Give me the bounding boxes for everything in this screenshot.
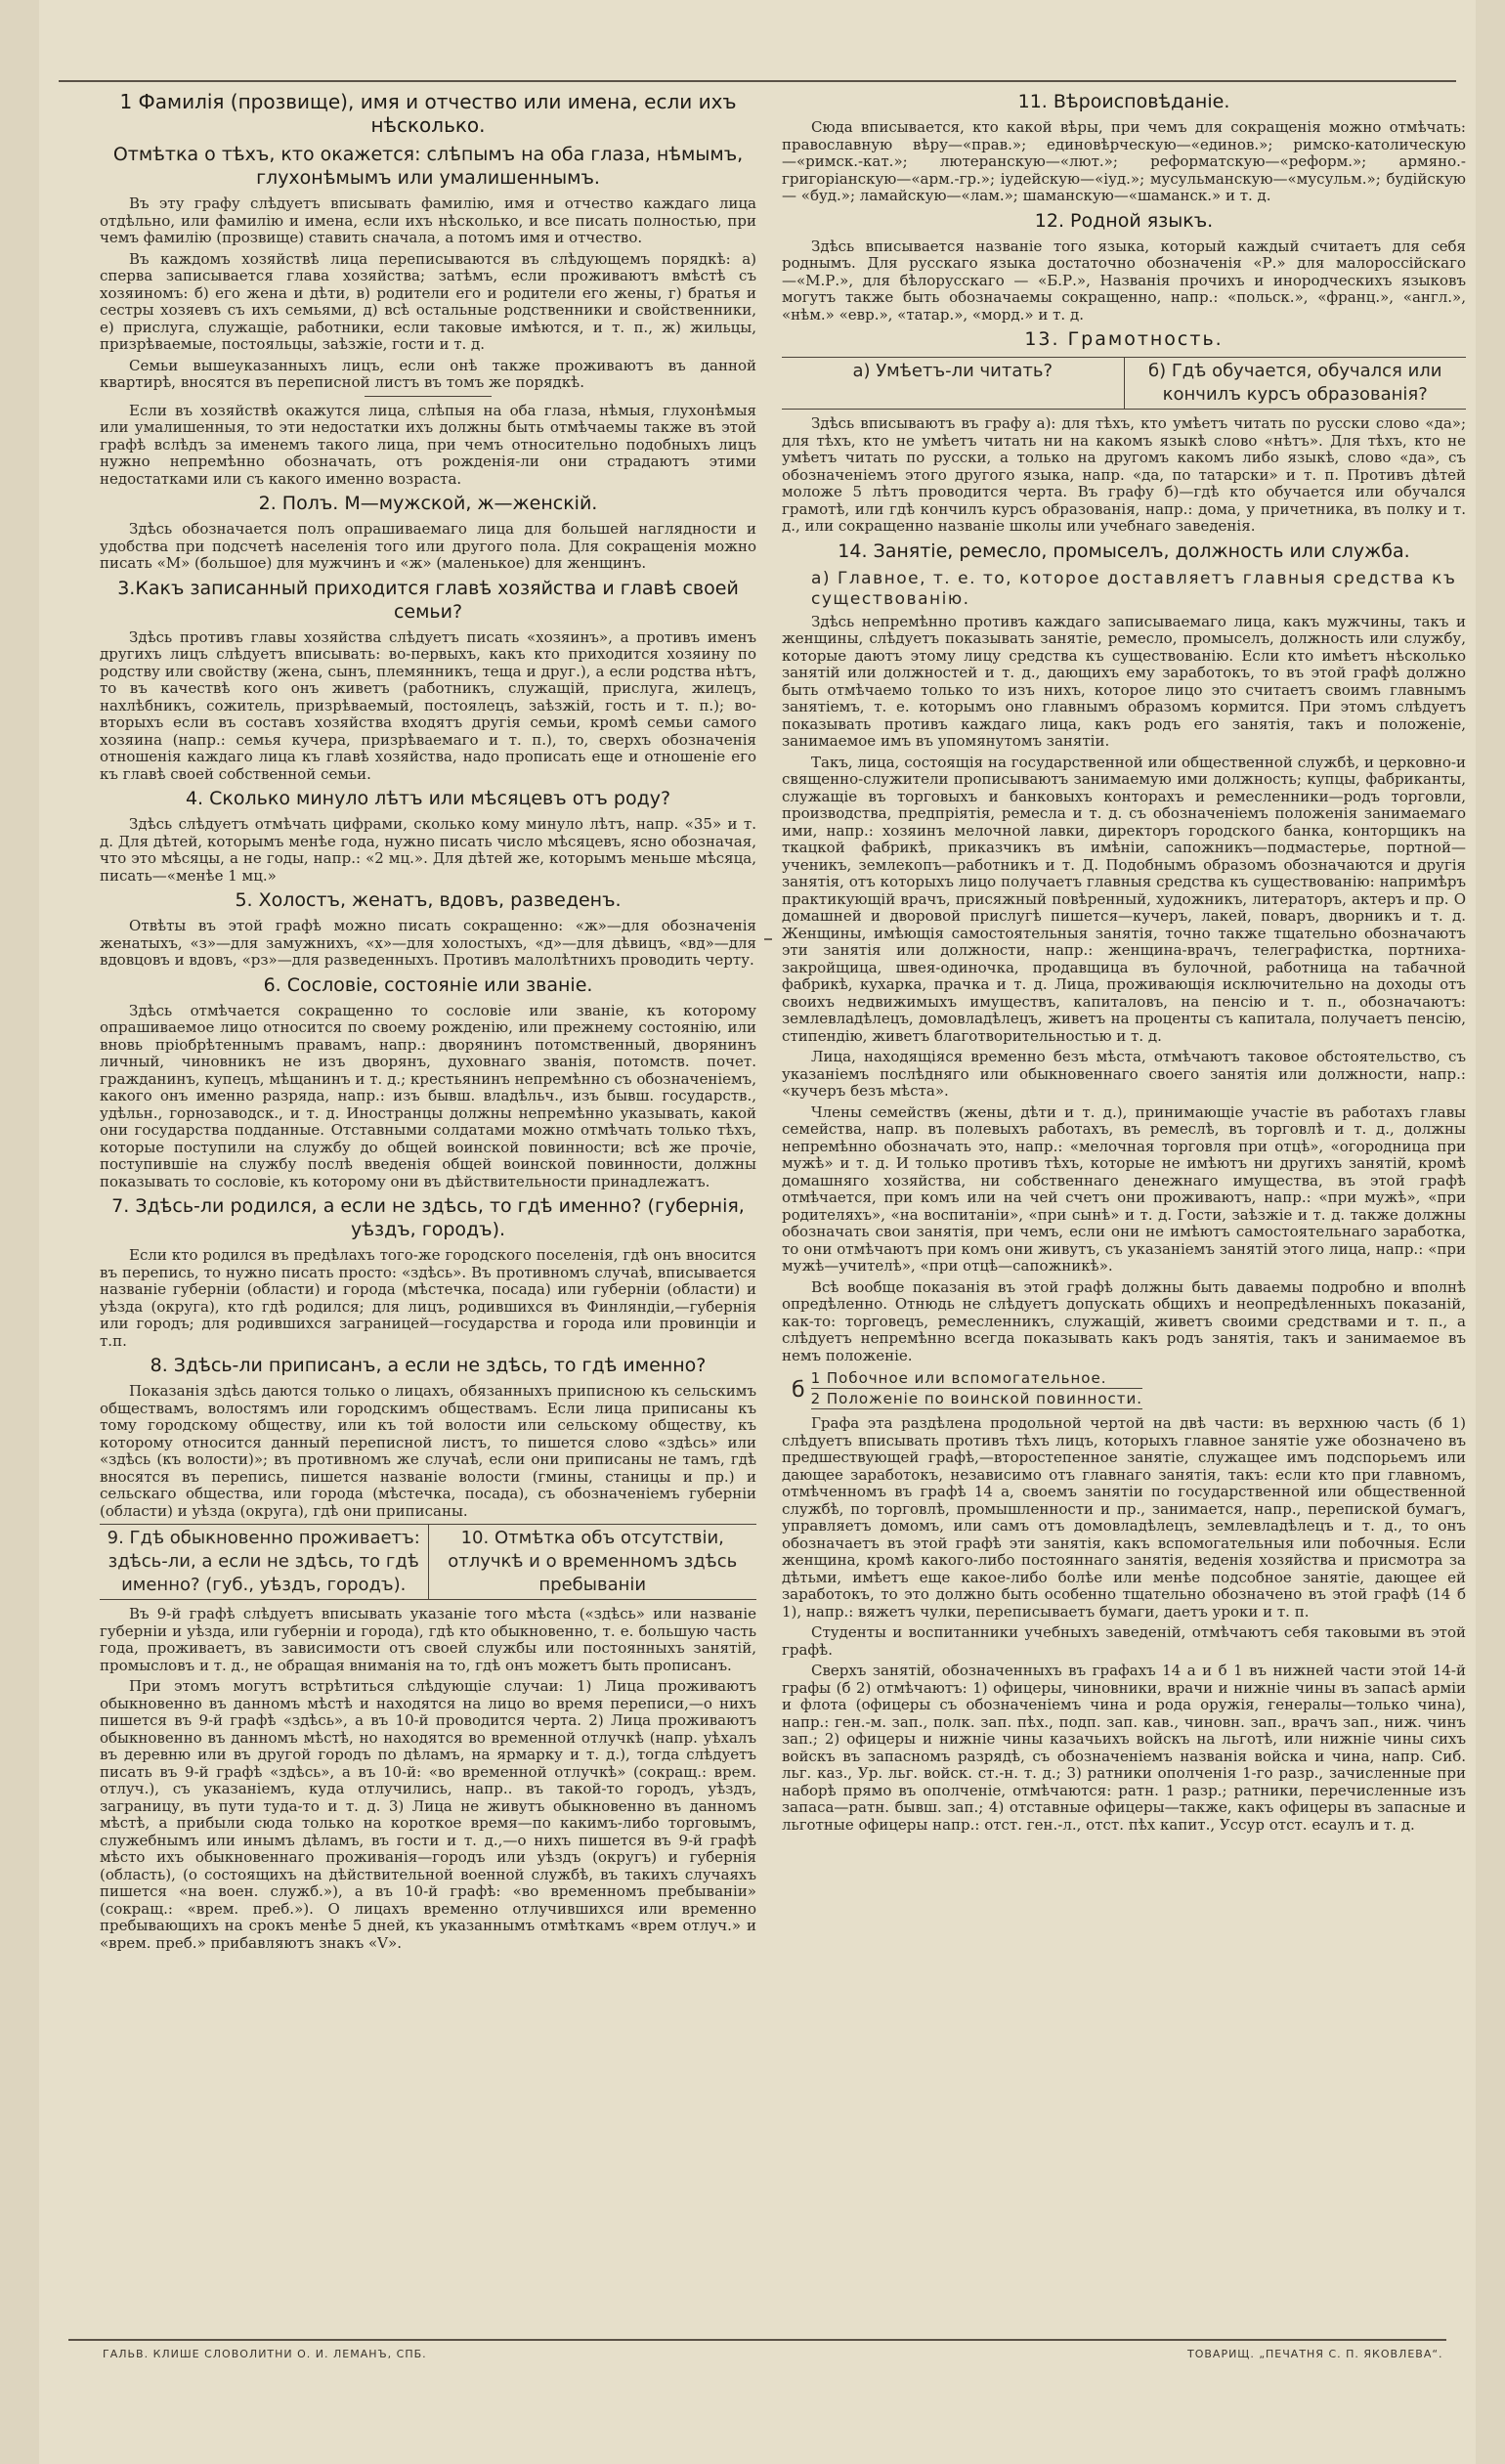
text-14-2: Такъ, лица, состоящія на государственной или общественной службѣ, и церковно-и священно-служители прописываютъ занимаемую ими должность; купцы, фабриканты, служащіе въ торговыхъ и банковыхъ конторахъ и ремесленники—родъ торговли, производства, предпріятія, ремесла и т. д. съ обозначеніемъ положенія занимаемаго ими, напр.: хозяинъ мелочной лавки, директоръ городского банка, конторщикъ на ткацкой фабрикѣ, приказчикъ въ имѣніи, сапожникъ—подмастерье, портной—ученикъ, землекопъ—работникъ и т. Д. Подобнымъ образомъ обозначаются и другія занятія, отъ которыхъ лицо получаетъ главныя средства къ существованію: напримѣръ практикующій врачъ, присяжный повѣренный, художникъ, литераторъ, актеръ и пр. О домашней и дворовой прислугѣ пишется—кучеръ, лакей, поваръ, дворникъ и т. д. Женщины, имѣющія самостоятельныя занятія, точно также тщательно обозначаютъ эти занятія или должности, напр.: женщина-врачъ, телеграфистка, портниха-закройщица, швея-одиночка, продавщица въ булочной, работница на табачной фабрикѣ, кухарка, прачка и т. д. Лица, проживающія исключительно на доходы отъ своихъ недвижимыхъ имуществъ, капиталовъ, на пенсію и т. п., обозначаютъ: землевладѣлецъ, домовладѣлецъ, живетъ на проценты съ капитала, получаетъ пенсію, стипендію, живетъ благотворительностью и т. д.	[782, 753, 1466, 1045]
text-14b-1: Графа эта раздѣлена продольной чертой на двѣ части: въ верхнюю часть (б 1) слѣдуетъ вписывать противъ тѣхъ лицъ, которыхъ главное занятіе уже обозначено въ предшествующей графѣ,—второстепенное занятіе, служащее имъ подспорьемъ или дающее заработокъ, независимо отъ главнаго занятія, такъ: если кто при главномъ, отмѣченномъ въ графѣ 14 а, своемъ занятіи по государственной или общественной службѣ, по торговлѣ, промышленности и пр., занимается, напр., перепиской бумагъ, управляетъ домомъ, или самъ отъ домовладѣлецъ, землевладѣлецъ и т. д., то онъ обозначаетъ въ этой графѣ эти занятія, какъ вспомогательныя или побочныя. Если женщина, кромѣ какого-либо постояннаго занятія, веденія хозяйства и присмотра за дѣтьми, имѣетъ еще какое-либо болѣе или менѣе подсобное занятіе, дающее ей заработокъ, то это должно быть особенно тщательно обозначено въ этой графѣ (14 б 1), напр.: вяжетъ чулки, переписываетъ бумаги, даетъ уроки и т. п.	[782, 1414, 1466, 1621]
heading-1b: Отмѣтка о тѣхъ, кто окажется: слѣпымъ на оба глаза, нѣмымъ, глухонѣмымъ или умалишеннымъ.	[112, 144, 744, 189]
text-14b-2: Студенты и воспитанники учебныхъ заведеній, отмѣчаютъ себя таковыми въ этой графѣ.	[782, 1623, 1466, 1659]
text-14-1: Здѣсь непремѣнно противъ каждаго записываемаго лица, какъ мужчины, такъ и женщины, слѣдуетъ показывать занятіе, ремесло, промыселъ, должность или службу, которые даютъ этому лицу средства къ существованію. Если кто имѣетъ нѣсколько занятій или должностей и т. д., дающихъ ему заработокъ, то въ этой графѣ должно быть отмѣчаемо только то изъ нихъ, которое лицо это считаетъ своимъ главнымъ занятіемъ, т. е. которымъ оно главнымъ образомъ кормится. При этомъ слѣдуетъ показывать противъ каждаго лица, какъ родъ его занятія, такъ и положеніе, занимаемое имъ въ упомянутомъ занятіи.	[782, 612, 1466, 750]
heading-13b: б) Гдѣ обучается, обучался или кончилъ курсъ образованія?	[1124, 358, 1467, 409]
text-8: Показанія здѣсь даются только о лицахъ, обязанныхъ приписною къ сельскимъ обществамъ, волостямъ или городскимъ обществамъ. Если лица приписаны къ тому городскому обществу, или къ той волости или сельскому обществу, къ которому относится данный переписной листъ, то пишется слово «здѣсь» или «здѣсь (къ волости)»; въ противномъ же случаѣ, если они приписаны не тамъ, гдѣ вносятся въ перепись, пишется названіе волости (гмины, станицы и пр.) и сельскаго общества, или города (мѣстечка, посада), съ обозначеніемъ губерніи (области) и уѣзда (округа), гдѣ они приписаны.	[100, 1382, 756, 1520]
text-14-4: Члены семействъ (жены, дѣти и т. д.), принимающіе участіе въ работахъ главы семейства, напр. въ полевыхъ работахъ, въ ремеслѣ, въ торговлѣ и т. д., должны непремѣнно обозначать это, напр.: «мелочная торговля при отцѣ», «огородница при мужѣ» и т. д. И только противъ тѣхъ, которые не имѣютъ ни другихъ занятій, кромѣ домашняго хозяйства, ни собственнаго денежнаго имущества, въ этой графѣ отмѣчается, при комъ или на чей счетъ они проживаютъ, напр.: «при мужѣ», «при родителяхъ», «на воспитаніи», «при сынѣ» и т. д. Гости, заѣзжіе и т. д. также должны обозначать свои занятія, при чемъ, если они не имѣютъ самостоятельнаго заработка, то они отмѣчаютъ при комъ они живутъ, съ указаніемъ занятій этого лица, напр.: «при мужѣ—учителѣ», «при отцѣ—сапожникѣ».	[782, 1102, 1466, 1275]
text-3: Здѣсь противъ главы хозяйства слѣдуетъ писать «хозяинъ», а противъ именъ другихъ лицъ слѣдуетъ вписывать: во-первыхъ, какъ кто приходится хозяину по родству или свойству (жена, сынъ, племянникъ, теща и друг.), а если родства нѣтъ, то въ качествѣ кого онъ живетъ (работникъ, служащій, прислуга, жилецъ, нахлѣбникъ, сожитель, призрѣваемый, постоялецъ, заѣзжій, гость и т. п.); во-вторыхъ если въ составъ хозяйства входятъ другія семьи, кромѣ семьи самого хозяина (напр.: семья кучера, призрѣваемаго и т. п.), то, сверхъ обозначенія отношенія каждаго лица къ главѣ хозяйства, надо прописать еще и отношеніе его къ главѣ своей собственной семьи.	[100, 627, 756, 783]
right-column	[782, 86, 1466, 1837]
text-1-2: Въ каждомъ хозяйствѣ лица переписываются въ слѣдующемъ порядкѣ: а) сперва записывается глава хозяйства; затѣмъ, если проживаютъ вмѣстѣ съ хозяиномъ: б) его жена и дѣти, в) родители его и родители его жены, г) братья и сестры хозяевъ съ ихъ семьями, д) всѣ остальные родственники и свойственники, е) прислуга, служащіе, работники, если таковые имѣются, и т. п., ж) жильцы, призрѣваемые, постояльцы, заѣзжіе, гости и т. д.	[100, 249, 756, 353]
text-2: Здѣсь обозначается полъ опрашиваемаго лица для большей наглядности и удобства при подсчетѣ населенія того или другого пола. Для сокращенія можно писать «М» (большое) для мужчинъ и «ж» (маленькое) для женщинъ.	[100, 520, 756, 572]
left-column	[100, 86, 756, 1956]
heading-14a: а) Главное, т. е. то, которое доставляетъ главныя средства къ существованію.	[811, 568, 1457, 609]
printer-credit-left: ГАЛЬВ. КЛИШЕ СЛОВОЛИТНИ О. И. ЛЕМАНЪ, СПБ.	[103, 2348, 427, 2360]
text-1-4: Если въ хозяйствѣ окажутся лица, слѣпыя на оба глаза, нѣмыя, глухонѣмыя или умалишенныя, то эти недостатки ихъ должны быть отмѣчаемы также въ этой графѣ вслѣдъ за именемъ такого лица, при чемъ относительно подобныхъ лицъ нужно непремѣнно обозначать, отъ рожденія-ли они страдаютъ этими недостатками или съ какого именно возраста.	[100, 401, 756, 488]
heading-10: 10. Отмѣтка объ отсутствіи, отлучкѣ и о временномъ здѣсь пребываніи	[428, 1525, 757, 1599]
text-1-1: Въ эту графу слѣдуетъ вписывать фамилію, имя и отчество каждаго лица отдѣльно, или фамилію и имена, если ихъ нѣсколько, и все писать полностью, при чемъ фамилію (прозвище) ставить сначала, а потомъ имя и отчество.	[100, 195, 756, 246]
text-14b-3: Сверхъ занятій, обозначенныхъ въ графахъ 14 а и б 1 въ нижней части этой 14-й графы (б 2) отмѣчаютъ: 1) офицеры, чиновники, врачи и нижніе чины въ запасѣ арміи и флота (офицеры съ обозначеніемъ чина и рода оружія, генералы—только чина), напр.: ген.-м. зап., полк. зап. пѣх., подп. зап. кав., чиновн. зап., врачъ зап., ниж. чинъ зап.; 2) офицеры и нижніе чины казачьихъ войскъ на льготѣ, или нижніе чины сихъ войскъ въ запасномъ разрядѣ, съ обозначеніемъ названія войска и чина, напр. Сиб. льг. каз., Ур. льг. войск. ст.-н. т. д.; 3) ратники ополченія 1-го разр., зачисленные при наборѣ прямо въ ополченіе, отмѣчаются: ратн. 1 разр.; ратники, перечисленные изъ запаса—ратн. бывш. зап.; 4) отставные офицеры—также, какъ офицеры въ запасные и льготные офицеры напр.: отст. ген.-л., отст. пѣх капит., Уссур отст. есаулъ и т. д.	[782, 1662, 1466, 1834]
heading-7: 7. Здѣсь-ли родился, а если не здѣсь, то гдѣ именно? (губернія, уѣздъ, городъ).	[111, 1195, 745, 1240]
printer-credit-right: ТОВАРИЩ. „ПЕЧАТНЯ С. П. ЯКОВЛЕВА“.	[1187, 2348, 1443, 2360]
heading-3: 3.Какъ записанный приходится главѣ хозяйства и главѣ своей семьи?	[117, 577, 739, 623]
heading-14b2: 2 Положеніе по воинской повинности.	[810, 1390, 1143, 1407]
heading-5: 5. Холостъ, женатъ, вдовъ, разведенъ.	[235, 889, 622, 911]
bottom-rule	[68, 2339, 1446, 2341]
heading-9-10	[100, 1524, 756, 1600]
heading-6: 6. Сословіе, состояніе или званіе.	[263, 973, 593, 996]
text-11: Сюда вписывается, кто какой вѣры, при чемъ для сокращенія можно отмѣчать: православную вѣру—«прав.»; единовѣрческую—«единов.»; римско-католическую—«римск.-кат.»; лютеранскую—«лют.»; реформатскую—«реформ.»; армяно.-григоріанскую—«арм.-гр.»; іудейскую—«іуд.»; мусульманскую—«мусульм.»; будійскую — «буд.»; ламайскую—«лам.»; шаманскую—«шаманск.» и т. д.	[782, 118, 1466, 204]
heading-14b-lines	[811, 1368, 1142, 1409]
heading-14: 14. Занятіе, ремесло, промыселъ, должность или служба.	[838, 540, 1410, 562]
column-mark	[764, 938, 772, 940]
text-13: Здѣсь вписываютъ въ графу а): для тѣхъ, кто умѣетъ читать по русски слово «да»; для тѣхъ, кто не умѣетъ читать ни на какомъ языкѣ слово «нѣтъ». Для тѣхъ, кто не умѣетъ читать по русски, а только на другомъ какомъ либо языкѣ, слово «да», съ обозначеніемъ этого другого языка, напр. «да, по татарски» и т. п. Противъ дѣтей моложе 5 лѣтъ проводится черта. Въ графу б)—гдѣ кто обучается или обучался грамотѣ, или гдѣ кончилъ курсъ образованія, напр.: дома, у причетника, въ полку и т. д., или сокращенно названіе школы или учебнаго заведенія.	[782, 414, 1466, 535]
heading-13-split	[782, 357, 1466, 410]
heading-2: 2. Полъ. М—мужской, ж—женскій.	[258, 493, 598, 514]
text-12: Здѣсь вписывается названіе того языка, который каждый считаетъ для себя роднымъ. Для русскаго языка достаточно обозначенія «Р.» для малороссійскаго—«М.Р.», для бѣлорусскаго — «Б.Р.», Названія прочихъ и инородческихъ языковъ могутъ также быть обозначаемы сокращенно, напр.: «польск.», «франц.», «англ.», «нѣм.» «евр.», «татар.», «морд.» и т. д.	[782, 237, 1466, 324]
heading-1: 1 Фамилія (прозвище), имя и отчество или имена, если ихъ нѣсколько.	[119, 90, 737, 137]
heading-13a: а) Умѣетъ-ли читать?	[852, 361, 1054, 381]
heading-13: 13. Грамотность.	[1024, 328, 1224, 350]
text-9-2: При этомъ могутъ встрѣтиться слѣдующіе случаи: 1) Лица проживаютъ обыкновенно въ данномъ мѣстѣ и находятся на лицо во время переписи,—о нихъ пишется въ 9-й графѣ «здѣсь», а въ 10-й проводится черта. 2) Лица проживаютъ обыкновенно въ данномъ мѣстѣ, но находятся во временной отлучкѣ (напр. уѣхалъ въ деревню или въ другой городъ по дѣламъ, на ярмарку и т. д.), тогда слѣдуетъ писать въ 9-й графѣ «здѣсь», а въ 10-й: «во временной отлучкѣ» (сокращ.: врем. отлуч.), съ указаніемъ, куда отлучились, напр.. въ такой-то городъ, уѣздъ, заграницу, въ пути туда-то и т. д. 3) Лица не живутъ обыкновенно въ данномъ мѣстѣ, а прибыли сюда только на короткое время—по какимъ-либо торговымъ, служебнымъ или инымъ дѣламъ, въ гости и т. д.,—о нихъ пишется въ 9-й графѣ мѣсто ихъ обыкновеннаго проживанія—городъ или уѣздъ (округъ) и губернія (область), (о состоящихъ на дѣйствительной военной службѣ, въ такихъ случаяхъ пишется «на воен. служб.»), а въ 10-й графѣ: «во временномъ пребываніи» (сокращ.: «врем. преб.»). О лицахъ временно отлучившихся или временно пребывающихъ на срокъ менѣе 5 дней, къ указаннымъ отмѣткамъ «врем отлуч.» и «врем. преб.» прибавляютъ знакъ «V».	[100, 1677, 756, 1952]
text-9-1: Въ 9-й графѣ слѣдуетъ вписывать указаніе того мѣста («здѣсь» или названіе губерніи и уѣзда, или губерніи и города), гдѣ кто обыкновенно, т. е. большую часть года, проживаетъ, въ зависимости отъ своей службы или постоянныхъ занятій, промысловъ и т. д., не обращая вниманія на то, гдѣ онъ можетъ быть прописанъ.	[100, 1605, 756, 1674]
heading-8: 8. Здѣсь-ли приписанъ, а если не здѣсь, то гдѣ именно?	[150, 1355, 707, 1376]
text-4: Здѣсь слѣдуетъ отмѣчать цифрами, сколько кому минуло лѣтъ, напр. «35» и т. д. Для дѣтей, которымъ менѣе года, нужно писать число мѣсяцевъ, ясно обозначая, что это мѣсяцы, а не годы, напр.: «2 мц.». Для дѣтей же, которымъ меньше мѣсяца, писать—«менѣе 1 мц.»	[100, 815, 756, 885]
separator	[365, 396, 492, 397]
text-6: Здѣсь отмѣчается сокращенно то сословіе или званіе, къ которому опрашиваемое лицо относится по своему рожденію, или прежнему состоянію, или вновь пріобрѣтеннымъ правамъ, напр.: дворянинъ потомственный, дворянинъ личный, чиновникъ не изъ дворянъ, духовнаго званія, потомств. почет. гражданинъ, купецъ, мѣщанинъ и т. д.; крестьянинъ непремѣнно съ обозначеніемъ, какого онъ именно разряда, напр.: изъ бывш. владѣльч., изъ бывш. государств., удѣльн., горнозаводск., и т. д. Иностранцы должны непремѣнно указывать, какой они государства подданные. Отставными солдатами можно отмѣчать только тѣхъ, которые поступили на службу до общей воинской повинности; всѣ же прочіе, поступившіе на службу послѣ введенія общей воинской повинности, должны показывать то сословіе, къ которому они въ дѣйствительности принадлежатъ.	[100, 1001, 756, 1190]
heading-11: 11. Вѣроисповѣданіе.	[1017, 91, 1230, 112]
text-14-5: Всѣ вообще показанія въ этой графѣ должны быть даваемы подробно и вполнѣ опредѣленно. Отнюдь не слѣдуетъ допускать общихъ и неопредѣленныхъ показаній, как-то: торговецъ, ремесленникъ, служащій, живетъ своими средствами и т. п., а слѣдуетъ непремѣнно всегда показывать какъ родъ занятія, такъ и занимаемое въ немъ положеніе.	[782, 1277, 1466, 1364]
heading-14b-box	[782, 1368, 1466, 1409]
top-rule	[59, 80, 1456, 82]
text-5: Отвѣты въ этой графѣ можно писать сокращенно: «ж»—для обозначенія женатыхъ, «з»—для замужнихъ, «х»—для холостыхъ, «д»—для дѣвицъ, «вд»—для вдовцовъ и вдовъ, «рз»—для разведенныхъ. Противъ малолѣтнихъ проводить черту.	[100, 917, 756, 969]
heading-14b1: 1 Побочное или вспомогательное.	[811, 1368, 1142, 1389]
heading-9: 9. Гдѣ обыкновенно проживаетъ: здѣсь-ли, а если не здѣсь, то гдѣ именно? (губ., уѣздъ, городъ).	[107, 1528, 420, 1595]
text-7: Если кто родился въ предѣлахъ того-же городского поселенія, гдѣ онъ вносится въ перепись, то нужно писать просто: «здѣсь». Въ противномъ случаѣ, вписывается названіе губерніи (области) и города (мѣстечка, посада) или губерніи (области) и уѣзда (округа), кто гдѣ родился; для лицъ, родившихся въ Финляндіи,—губернія или городъ; для родившихся заграницей—государства и города или провинціи и т.п.	[100, 1246, 756, 1350]
heading-14b-letter: б	[792, 1378, 805, 1403]
text-1-3: Семьи вышеуказанныхъ лицъ, если онѣ также проживаютъ въ данной квартирѣ, вносятся въ переписной листъ въ томъ же порядкѣ.	[100, 356, 756, 391]
heading-4: 4. Сколько минуло лѣтъ или мѣсяцевъ отъ роду?	[185, 788, 671, 809]
text-14-3: Лица, находящіяся временно безъ мѣста, отмѣчаютъ таковое обстоятельство, съ указаніемъ послѣдняго или обыкновеннаго своего занятія или должности, напр.: «кучеръ безъ мѣста».	[782, 1048, 1466, 1100]
heading-12: 12. Родной языкъ.	[1034, 209, 1214, 232]
